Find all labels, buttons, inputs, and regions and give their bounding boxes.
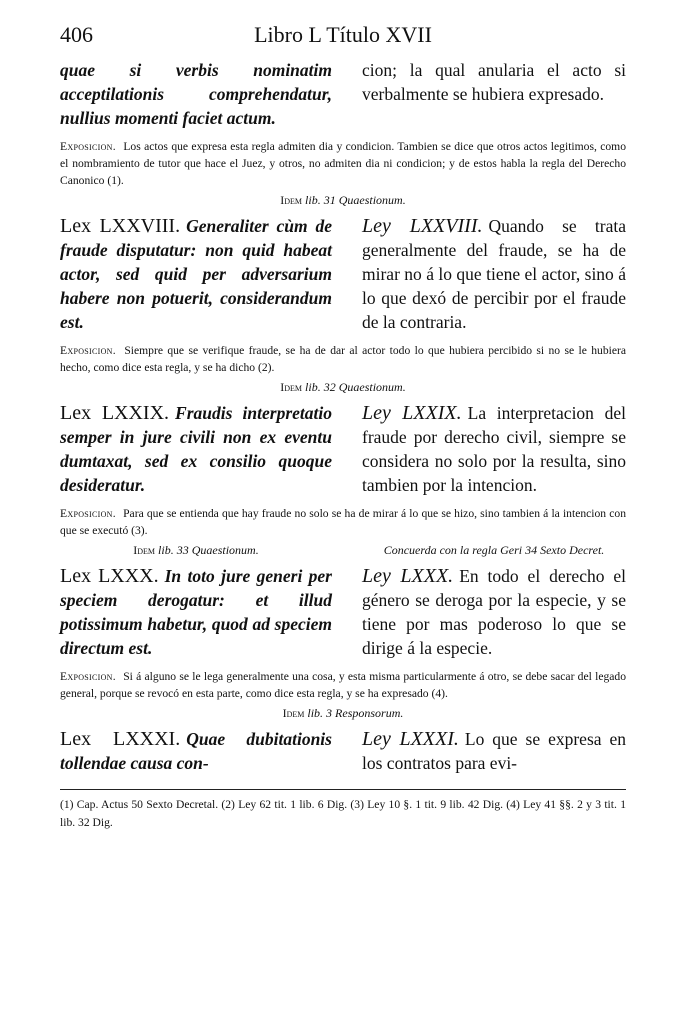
page-header (60, 22, 626, 58)
footnotes: (1) Cap. Actus 50 Sexto Decretal. (2) Ley 62 tit. 1 lib. 6 Dig. (3) Ley 10 §. 1 tit. 9 lib. 42 Dig. (4) Ley 41 §§. 2 y 3 tit. 1 lib. 32 Dig. (60, 798, 626, 829)
exposicion-text: Siempre que se verifique fraude, se ha de dar al actor todo lo que hubiera percibido si no se le hubiera hecho, como dice esta regla, y se ha dicho (2). (60, 344, 626, 374)
lex-heading: Lex LXXIX. (60, 402, 170, 424)
latin-text: Lex LXXXI. Quae dubitationis tollendae causa con- (60, 728, 332, 773)
page-number: 406 (60, 22, 93, 47)
footnote-divider (60, 789, 626, 790)
source-citation: Idem lib. 31 Quaestionum. (280, 193, 406, 207)
latin-text: quae si verbis nominatim acceptilationis comprehendatur, nullius momenti faciet actum. (60, 60, 332, 128)
exposicion-label: Exposicion. (60, 140, 116, 153)
source-citation-row (60, 543, 626, 558)
ley-heading: Ley LXXVIII. (362, 215, 483, 237)
ley-heading: Ley LXXXI. (362, 728, 459, 750)
exposicion-text: Si á alguno se le lega generalmente una cosa, y esta misma particularmente á otro, se debe sacar del legado general, porque se revocó en esta parte, como dice esta regla, y se ha expresado (4). (60, 670, 627, 700)
law-block-80 (60, 564, 626, 660)
spanish-text: Ley LXXX. En todo el derecho el género se deroga por la especie, y se tiene por mas poderoso lo que se dirige á la especie. (362, 565, 626, 658)
law-block-78 (60, 214, 626, 334)
concordance-citation: Concuerda con la regla Geri 34 Sexto Decret. (383, 543, 605, 557)
spanish-text: Ley LXXVIII. Quando se trata generalmente del fraude, se ha de mirar no á lo que tiene el actor, sino á lo que dexó de percibir por el fraude de la contraria. (362, 215, 626, 332)
law-block-81 (60, 727, 626, 775)
law-block-79 (60, 401, 626, 497)
source-citation: Idem lib. 3 Responsorum. (282, 706, 404, 720)
exposicion-text: Los actos que expresa esta regla admiten dia y condicion. Tambien se dice que otros actos legitimos, como el nombramiento de tutor que hace el Juez, y otros, no admiten dia ni condicion; y de estos habla la regla del Derecho Canonico (1). (60, 140, 626, 187)
exposicion-paragraph (60, 138, 626, 189)
spanish-text: Ley LXXXI. Lo que se expresa en los contratos para evi- (362, 728, 626, 773)
exposicion-label: Exposicion. (60, 344, 116, 357)
ley-heading: Ley LXXX. (362, 565, 454, 587)
exposicion-label: Exposicion. (60, 507, 116, 520)
spanish-text: Ley LXXIX. La interpretacion del fraude por derecho civil, siempre se considera no solo por la resulta, sino tambien por la intencion. (362, 402, 626, 495)
spanish-text: cion; la qual anularia el acto si verbalmente se hubiera expresado. (362, 60, 626, 104)
latin-text: Lex LXXX. In toto jure generi per speciem derogatur: et illud potissimum habetur, quod ad speciem directum est. (60, 565, 332, 658)
page (60, 22, 626, 832)
source-citation: Idem lib. 32 Quaestionum. (280, 380, 406, 394)
latin-text: Lex LXXVIII. Generaliter cùm de fraude disputatur: non quid habeat actor, sed quid per adversarium habere non potuerit, considerandum est. (60, 215, 332, 332)
law-block-continuation (60, 58, 626, 130)
lex-heading: Lex LXXX. (60, 565, 159, 587)
running-title: Libro L Título XVII (254, 22, 432, 47)
ley-heading: Ley LXXIX. (362, 402, 462, 424)
exposicion-paragraph (60, 342, 626, 376)
exposicion-paragraph (60, 505, 626, 539)
exposicion-text: Para que se entienda que hay fraude no solo se ha de mirar á lo que se hizo, sino tambien á la intencion con que se executó (3). (60, 507, 626, 537)
exposicion-label: Exposicion. (60, 670, 116, 683)
exposicion-paragraph (60, 668, 626, 702)
lex-heading: Lex LXXXI. (60, 728, 181, 750)
source-citation: Idem lib. 33 Quaestionum. (133, 543, 259, 557)
lex-heading: Lex LXXVIII. (60, 215, 181, 237)
latin-text: Lex LXXIX. Fraudis interpretatio semper in jure civili non ex eventu dumtaxat, sed ex consilio quoque desideratur. (60, 402, 332, 495)
